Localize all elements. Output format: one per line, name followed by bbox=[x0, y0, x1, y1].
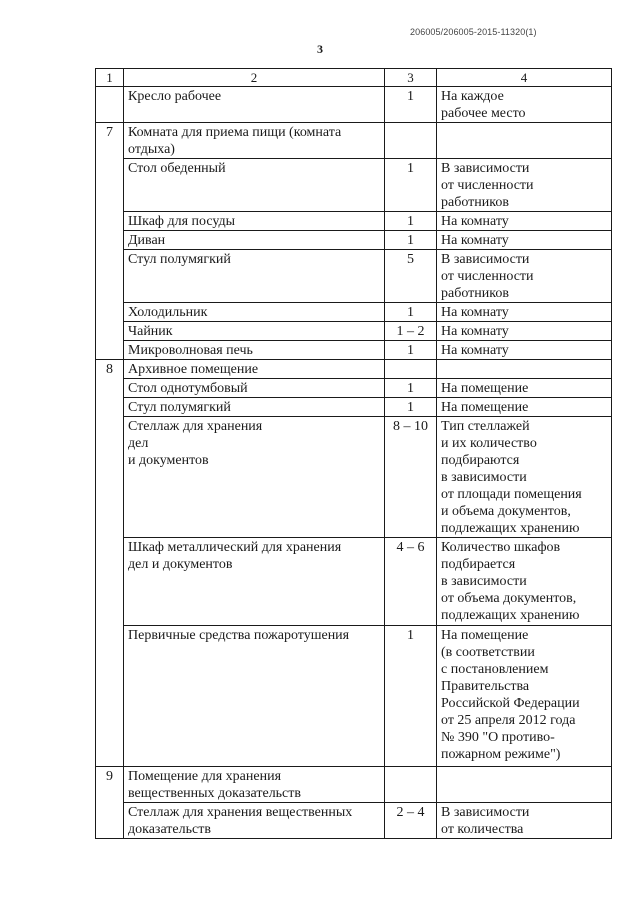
item-name-cell: Стол однотумбовый bbox=[124, 379, 385, 398]
quantity-cell: 1 bbox=[385, 398, 437, 417]
document-id: 206005/206005-2015-11320(1) bbox=[410, 27, 537, 37]
section-number-cell: 8 bbox=[96, 360, 124, 767]
quantity-cell bbox=[385, 767, 437, 803]
note-cell: Тип стеллажей и их количество подбираются в зависимости от площади помещения и объема документов, подлежащих хранению bbox=[437, 417, 612, 538]
item-name-cell: Стеллаж для хранения дел и документов bbox=[124, 417, 385, 538]
header-col-3: 3 bbox=[385, 69, 437, 87]
note-cell: На комнату bbox=[437, 231, 612, 250]
table-row bbox=[96, 87, 612, 123]
note-cell: В зависимости от количества bbox=[437, 803, 612, 839]
item-name-cell: Комната для приема пищи (комната отдыха) bbox=[124, 123, 385, 159]
item-name-cell: Кресло рабочее bbox=[124, 87, 385, 123]
table-row bbox=[96, 322, 612, 341]
section-number-cell: 9 bbox=[96, 767, 124, 839]
note-cell: На помещение (в соответствии с постановлением Правительства Российской Федерации от 25 апреля 2012 года № 390 "О противо- пожарном режиме") bbox=[437, 626, 612, 767]
table-row bbox=[96, 417, 612, 538]
note-cell bbox=[437, 360, 612, 379]
item-name-cell: Стеллаж для хранения вещественных доказательств bbox=[124, 803, 385, 839]
table-row bbox=[96, 360, 612, 379]
note-cell: На помещение bbox=[437, 379, 612, 398]
item-name-cell: Помещение для хранения вещественных доказательств bbox=[124, 767, 385, 803]
item-name-cell: Стол обеденный bbox=[124, 159, 385, 212]
quantity-cell: 1 bbox=[385, 212, 437, 231]
item-name-cell: Стул полумягкий bbox=[124, 250, 385, 303]
note-cell: На комнату bbox=[437, 212, 612, 231]
table-row bbox=[96, 767, 612, 803]
table-row bbox=[96, 626, 612, 767]
item-name-cell: Стул полумягкий bbox=[124, 398, 385, 417]
note-cell: На каждое рабочее место bbox=[437, 87, 612, 123]
header-col-1: 1 bbox=[96, 69, 124, 87]
quantity-cell bbox=[385, 360, 437, 379]
quantity-cell: 1 bbox=[385, 303, 437, 322]
table-row bbox=[96, 341, 612, 360]
note-cell: На комнату bbox=[437, 322, 612, 341]
quantity-cell: 1 bbox=[385, 379, 437, 398]
item-name-cell: Шкаф металлический для хранения дел и документов bbox=[124, 538, 385, 626]
quantity-cell: 8 – 10 bbox=[385, 417, 437, 538]
section-number-cell: 7 bbox=[96, 123, 124, 360]
note-cell: На комнату bbox=[437, 303, 612, 322]
quantity-cell: 1 bbox=[385, 87, 437, 123]
quantity-cell: 1 bbox=[385, 231, 437, 250]
item-name-cell: Микроволновая печь bbox=[124, 341, 385, 360]
page-number: 3 bbox=[317, 42, 323, 56]
item-name-cell: Диван bbox=[124, 231, 385, 250]
quantity-cell: 1 – 2 bbox=[385, 322, 437, 341]
item-name-cell: Первичные средства пожаротушения bbox=[124, 626, 385, 767]
table-row bbox=[96, 303, 612, 322]
table-row bbox=[96, 398, 612, 417]
note-cell bbox=[437, 767, 612, 803]
quantity-cell bbox=[385, 123, 437, 159]
item-name-cell: Чайник bbox=[124, 322, 385, 341]
item-name-cell: Холодильник bbox=[124, 303, 385, 322]
section-number-cell bbox=[96, 87, 124, 123]
table-row bbox=[96, 803, 612, 839]
table-row bbox=[96, 379, 612, 398]
table-row bbox=[96, 231, 612, 250]
table-row bbox=[96, 212, 612, 231]
header-col-4: 4 bbox=[437, 69, 612, 87]
equipment-table bbox=[95, 68, 612, 839]
note-cell: В зависимости от численности работников bbox=[437, 250, 612, 303]
quantity-cell: 1 bbox=[385, 626, 437, 767]
table-row bbox=[96, 159, 612, 212]
quantity-cell: 1 bbox=[385, 159, 437, 212]
note-cell: На комнату bbox=[437, 341, 612, 360]
table-row bbox=[96, 538, 612, 626]
quantity-cell: 5 bbox=[385, 250, 437, 303]
table-row bbox=[96, 250, 612, 303]
note-cell: На помещение bbox=[437, 398, 612, 417]
item-name-cell: Шкаф для посуды bbox=[124, 212, 385, 231]
note-cell: В зависимости от численности работников bbox=[437, 159, 612, 212]
table-row bbox=[96, 123, 612, 159]
header-col-2: 2 bbox=[124, 69, 385, 87]
note-cell bbox=[437, 123, 612, 159]
quantity-cell: 4 – 6 bbox=[385, 538, 437, 626]
quantity-cell: 1 bbox=[385, 341, 437, 360]
item-name-cell: Архивное помещение bbox=[124, 360, 385, 379]
note-cell: Количество шкафов подбирается в зависимости от объема документов, подлежащих хранению bbox=[437, 538, 612, 626]
table-header-row bbox=[96, 69, 612, 87]
quantity-cell: 2 – 4 bbox=[385, 803, 437, 839]
